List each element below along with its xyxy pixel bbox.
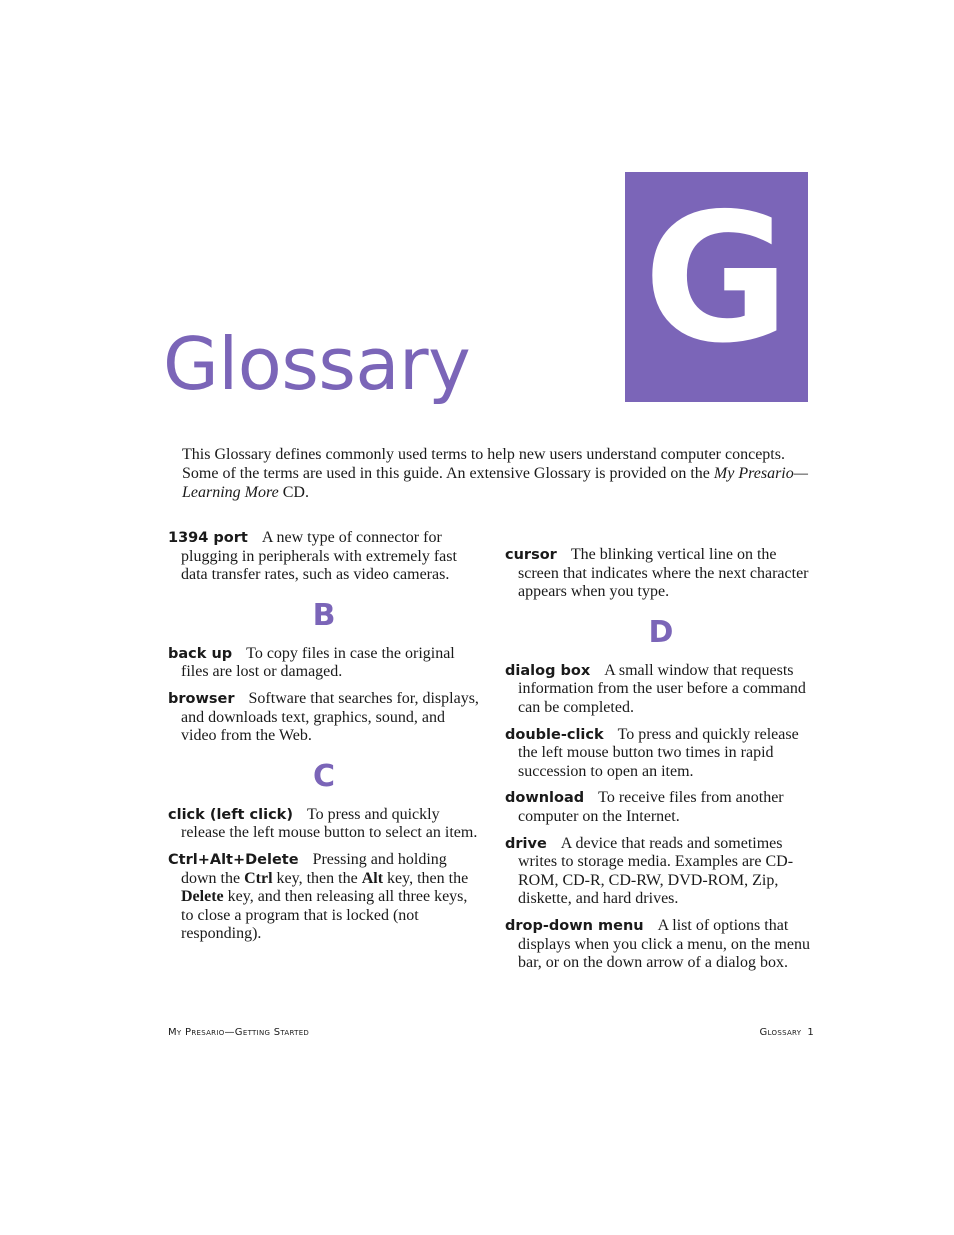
intro-paragraph [182,445,818,502]
section-letter-d: D [648,614,674,650]
key-alt: Alt [361,869,384,887]
glossary-definition: The blinking vertical line on the screen that indicates where the next character appears when you type. [518,546,809,601]
glossary-definition: To press and quickly release the left mouse button two times in rapid succession to open an item. [518,725,799,780]
footer-book-title: My Presario—Getting Started [168,1027,310,1038]
glossary-term: browser [168,690,235,707]
glossary-entry-ctrl-alt-delete [168,851,480,944]
glossary-term: double-click [505,726,604,743]
glossary-term: drive [505,835,547,852]
glossary-term: drop-down menu [505,917,644,934]
glossary-definition: To press and quickly release the left mouse button to select an item. [181,805,478,842]
glossary-term: click (left click) [168,806,293,823]
left-column [168,529,480,952]
intro-cd-title: My Presario—Learning More [182,465,808,501]
intro-text: This Glossary defines commonly used terms to help new users understand computer concepts. Some of the terms are used in this guide. An extensive Glossary is provided on the [182,446,785,482]
section-letter-b: B [312,597,336,633]
glossary-entry-download [505,789,817,826]
glossary-term: back up [168,645,233,662]
glossary-term: cursor [505,547,557,563]
glossary-entry-drop-down-menu [505,917,817,973]
intro-suffix: CD. [278,484,309,501]
glossary-entry-browser [168,690,480,746]
page-number: 1 [807,1027,814,1038]
glossary-definition: Software that searches for, displays, and downloads text, graphics, sound, and video from the Web. [181,689,479,745]
glossary-definition-part: key, and then releasing all three keys, to close a program that is locked (not responding). [181,888,468,943]
key-delete: Delete [181,888,224,906]
footer-chapter [760,1027,814,1038]
glossary-definition: A device that reads and sometimes writes to storage media. Examples are CD-ROM, CD-R, CD-RW, DVD-ROM, Zip, diskette, and hard drives. [518,834,794,908]
key-ctrl: Ctrl [244,869,273,887]
chapter-letter-box [625,172,808,402]
glossary-definition-part: Pressing and holding down the [181,850,447,887]
glossary-entry-cursor [505,546,817,602]
glossary-entry-double-click [505,726,817,782]
glossary-definition: A list of options that displays when you click a menu, on the menu bar, or on the down arrow of a dialog box. [518,916,810,972]
glossary-term: Ctrl+Alt+Delete [168,851,299,868]
glossary-definition: To receive files from another computer on the Internet. [518,789,784,825]
section-letter-c: C [312,758,336,794]
glossary-term: 1394 port [168,530,248,546]
footer-chapter-label: Glossary [759,1027,802,1038]
glossary-definition-part: key, then the [272,869,362,887]
glossary-definition: A new type of connector for plugging in peripherals with extremely fast data transfer rates, such as video cameras. [181,529,457,584]
glossary-entry-1394-port [168,529,480,585]
glossary-definition-part: key, then the [383,869,469,887]
glossary-term: download [505,790,585,807]
glossary-entry-back-up [168,645,480,682]
glossary-definition: To copy files in case the original files are lost or damaged. [181,644,455,681]
glossary-entry-dialog-box [505,662,817,718]
right-column [505,546,817,981]
glossary-entry-drive [505,835,817,909]
glossary-term: dialog box [505,662,591,679]
glossary-definition: A small window that requests information from the user before a command can be completed. [518,661,806,716]
page-title: Glossary [163,322,471,406]
chapter-letter: G [643,175,790,382]
glossary-entry-click [168,806,480,843]
